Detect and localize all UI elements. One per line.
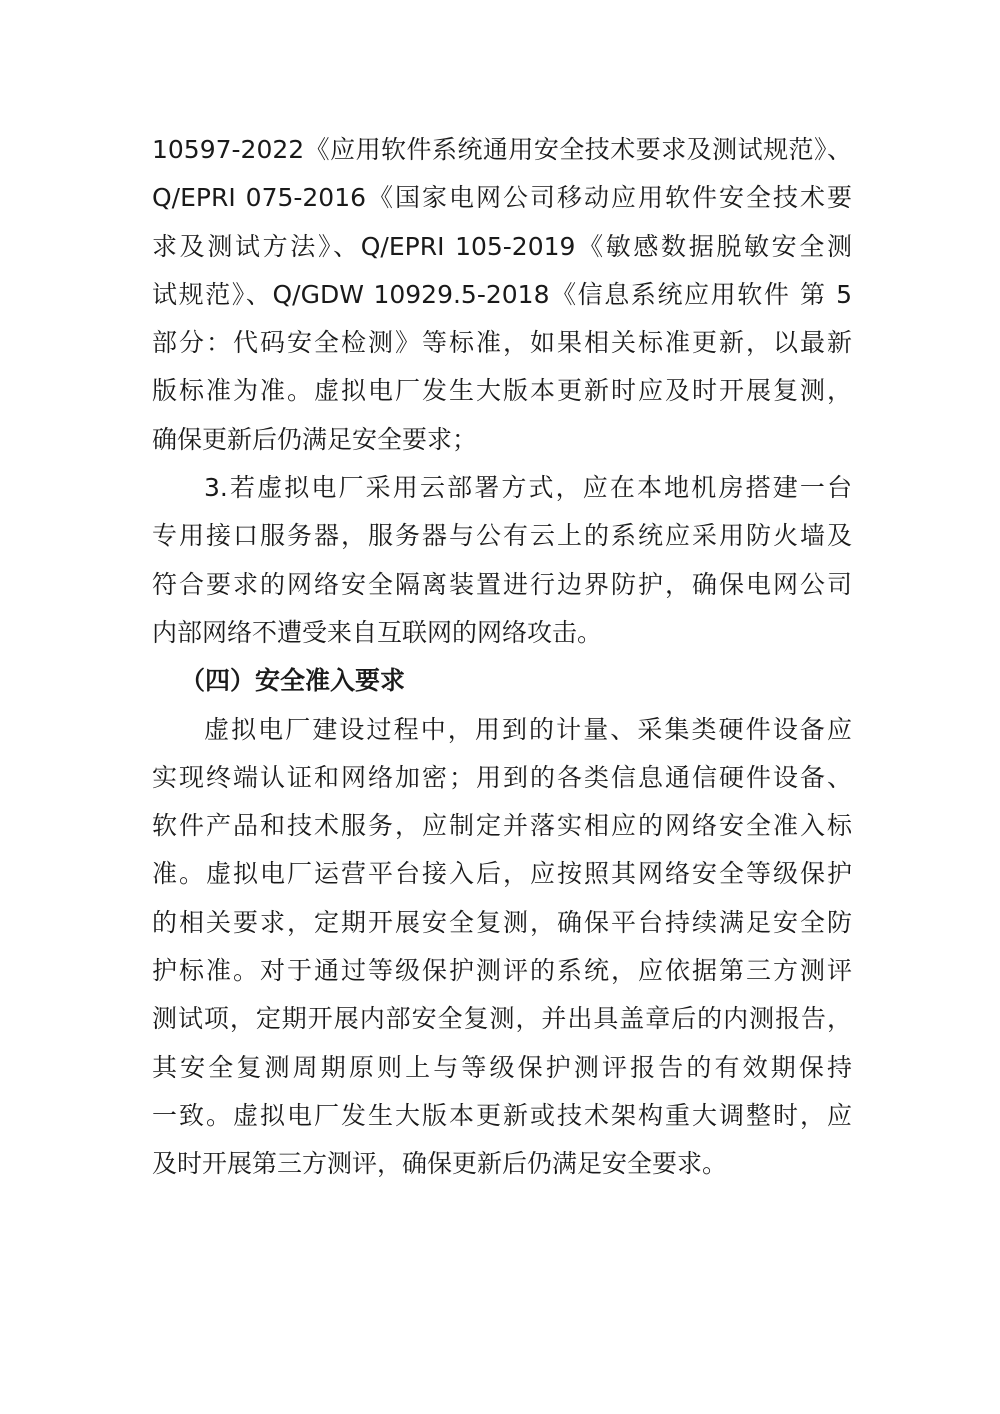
text-line: 的相关要求，定期开展安全复测，确保平台持续满足安全防	[152, 907, 852, 937]
text-line: 10597-2022《应用软件系统通用安全技术要求及测试规范》、	[152, 135, 852, 164]
section-heading: （四）安全准入要求	[180, 666, 406, 696]
text-line: 其安全复测周期原则上与等级保护测评报告的有效期保持	[152, 1052, 852, 1082]
paragraph-access-requirements	[152, 706, 852, 1189]
text-line: 确保更新后仍满足安全要求；	[152, 424, 478, 454]
text-line: 测试项，定期开展内部安全复测，并出具盖章后的内测报告，	[152, 1004, 852, 1034]
text-line: 内部网络不遭受来自互联网的网络攻击。	[152, 617, 603, 647]
text-line: 实现终端认证和网络加密；用到的各类信息通信硬件设备、	[152, 762, 852, 792]
text-line: 护标准。对于通过等级保护测评的系统，应依据第三方测评	[152, 956, 852, 986]
text-line: 部分：代码安全检测》等标准，如果相关标准更新，以最新	[152, 328, 852, 358]
text-line: 软件产品和技术服务，应制定并落实相应的网络安全准入标	[152, 811, 852, 841]
paragraph-item-3	[152, 464, 852, 657]
text-line: 及时开展第三方测评，确保更新后仍满足安全要求。	[152, 1149, 728, 1179]
text-line: 专用接口服务器，服务器与公有云上的系统应采用防火墙及	[152, 521, 852, 551]
text-line: 求及测试方法》、Q/EPRI 105-2019《敏感数据脱敏安全测	[152, 231, 852, 261]
text-line: 3.若虚拟电厂采用云部署方式，应在本地机房搭建一台	[204, 473, 852, 503]
text-line: 试规范》、Q/GDW 10929.5-2018《信息系统应用软件 第 5	[152, 279, 852, 309]
text-line: 符合要求的网络安全隔离装置进行边界防护，确保电网公司	[152, 569, 852, 599]
text-line: 虚拟电厂建设过程中，用到的计量、采集类硬件设备应	[204, 714, 852, 744]
text-line: Q/EPRI 075-2016《国家电网公司移动应用软件安全技术要	[152, 183, 852, 213]
text-line: 准。虚拟电厂运营平台接入后，应按照其网络安全等级保护	[152, 859, 852, 889]
document-body	[152, 126, 852, 1189]
text-line: 版标准为准。虚拟电厂发生大版本更新时应及时开展复测，	[152, 376, 852, 406]
paragraph-standards	[152, 126, 852, 464]
text-line: 一致。虚拟电厂发生大版本更新或技术架构重大调整时，应	[152, 1100, 852, 1130]
